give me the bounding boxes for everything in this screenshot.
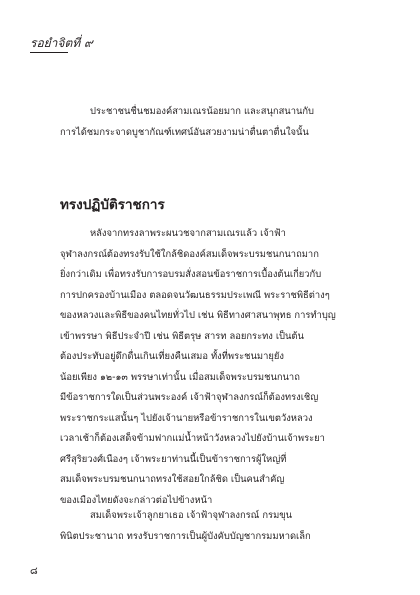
paragraph-line: ประชาชนชื่นชมองค์สามเณรน้อยมาก และสนุกสนานกับ xyxy=(90,106,315,117)
paragraph-line: พินิตประชานาถ ทรงรับราชการเป็นผู้บังคับบัญชากรมมหาดเล็ก xyxy=(60,530,311,542)
paragraph-line: สมเด็จพระเจ้าลูกยาเธอ เจ้าฟ้าจุฬาลงกรณ์ กรมขุน xyxy=(90,510,293,521)
paragraph-line: เวลาเช้าก็ต้องเสด็จข้ามฟากแม่น้ำหน้าวังหลวงไปยังบ้านเจ้าพระยา xyxy=(60,433,325,444)
paragraph-line: พระราชกระแสนั้นๆ ไปยังเจ้านายหรือข้าราชการในเขตวังหลวง xyxy=(60,412,313,424)
paragraph-line: มีข้อราชการใดเป็นส่วนพระองค์ เจ้าฟ้าจุฬาลงกรณ์ก็ต้องทรงเชิญ xyxy=(60,392,319,403)
paragraph-line: เข้าพรรษา พิธีประจำปี เช่น พิธีตรุษ สารท ลอยกระทง เป็นต้น xyxy=(60,330,304,342)
section-heading: ทรงปฏิบัติราชการ xyxy=(60,197,165,213)
header-underline xyxy=(30,52,68,53)
paragraph-line: หลังจากทรงลาพระผนวชจากสามเณรแล้ว เจ้าฟ้า xyxy=(90,228,286,239)
running-header: รอยำจิตที่ ๙ xyxy=(30,36,93,50)
intro-paragraph xyxy=(60,102,386,143)
paragraph-line: ศรีสุริยวงศ์เนืองๆ เจ้าพระยาท่านนี้เป็นข้าราชการผู้ใหญ่ที่ xyxy=(60,453,287,465)
second-paragraph xyxy=(60,506,386,547)
page-number: ๘ xyxy=(30,566,38,577)
paragraph-line: ของหลวงและพิธีของคนไทยทั่วไป เช่น พิธีทางศาสนาพุทธ การทำบุญ xyxy=(60,310,336,321)
paragraph-line: น้อยเพียง ๑๒-๑๓ พรรษาเท่านั้น เมื่อสมเด็จพระบรมชนกนาถ xyxy=(60,371,300,383)
main-paragraph xyxy=(60,224,386,511)
paragraph-line: การปกครองบ้านเมือง ตลอดจนวัฒนธรรมประเพณี พระราชพิธีต่างๆ xyxy=(60,289,330,301)
paragraph-line: จุฬาลงกรณ์ต้องทรงรับใช้ใกล้ชิดองค์สมเด็จพระบรมชนกนาถมาก xyxy=(60,248,319,260)
paragraph-line: ของเมืองไทยดังจะกล่าวต่อไปข้างหน้า xyxy=(60,494,213,506)
paragraph-line: ต้องประทับอยู่ดึกดื่นเกินเที่ยงคืนเสมอ ทั้งที่พระชนมายุยัง xyxy=(60,351,284,362)
paragraph-line: สมเด็จพระบรมชนกนาถทรงใช้สอยใกล้ชิด เป็นคนสำคัญ xyxy=(60,474,285,485)
paragraph-line: การได้ชมกระจาดบูชากัณฑ์เทศน์อันสวยงามน่าตื่นตาตื่นใจนั้น xyxy=(60,126,309,138)
paragraph-line: ยิ่งกว่าเดิม เพื่อทรงรับการอบรมสั่งสอนข้อราชการเบื้องต้นเกี่ยวกับ xyxy=(60,269,322,280)
